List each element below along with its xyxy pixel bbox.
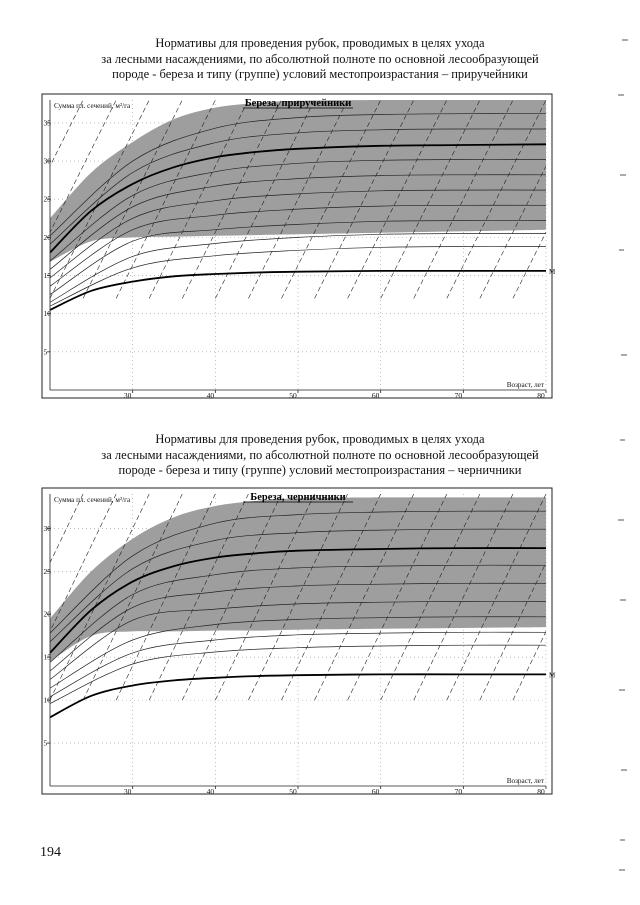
series-label: М xyxy=(549,267,556,276)
y-tick-label: 30 xyxy=(43,523,51,533)
x-tick-label: 40 xyxy=(206,787,215,796)
x-tick-label: 70 xyxy=(454,787,463,796)
x-tick-label: 30 xyxy=(123,391,132,400)
chart-title: Береза, черничники xyxy=(250,492,346,503)
chart-title: Береза, приручейники xyxy=(244,98,352,109)
heading-line: породе - береза и типу (группе) условий местопроизрастания – черничники xyxy=(118,463,522,477)
y-tick-label: 15 xyxy=(43,271,51,281)
x-tick-label: 60 xyxy=(371,787,380,796)
x-tick-label: 80 xyxy=(537,787,545,796)
heading-line: за лесными насаждениями, по абсолютной полноте по основной лесообразующей xyxy=(101,51,539,66)
y-tick-label: 20 xyxy=(43,232,51,242)
heading-line: породе - береза и типу (группе) условий местопроизрастания – приручейники xyxy=(112,67,528,81)
heading-line: за лесными насаждениями, по абсолютной полноте по основной лесообразующей xyxy=(101,447,539,462)
x-tick-label: 60 xyxy=(371,391,380,400)
series-label: М xyxy=(549,671,556,680)
x-tick-label: 50 xyxy=(289,787,297,796)
y-axis-label: Сумма пл. сечений, м²/га xyxy=(54,102,131,110)
x-tick-label: 50 xyxy=(289,391,297,400)
y-axis-label: Сумма пл. сечений, м²/га xyxy=(54,496,131,504)
y-tick-label: 5 xyxy=(43,738,48,748)
y-tick-label: 35 xyxy=(43,118,51,128)
y-tick-label: 10 xyxy=(43,695,51,705)
y-tick-label: 30 xyxy=(43,156,51,166)
x-axis-label: Возраст, лет xyxy=(506,777,544,785)
y-tick-label: 20 xyxy=(43,609,51,619)
heading-line: Нормативы для проведения рубок, проводимых в целях ухода xyxy=(155,36,485,50)
y-tick-label: 25 xyxy=(43,194,51,204)
page-number: 194 xyxy=(40,845,61,860)
x-tick-label: 70 xyxy=(454,391,463,400)
y-tick-label: 15 xyxy=(43,652,51,662)
x-tick-label: 80 xyxy=(537,391,545,400)
y-tick-label: 10 xyxy=(43,309,51,319)
y-tick-label: 25 xyxy=(43,566,51,576)
y-tick-label: 5 xyxy=(43,347,48,357)
x-tick-label: 30 xyxy=(123,787,132,796)
x-tick-label: 40 xyxy=(206,391,215,400)
x-axis-label: Возраст, лет xyxy=(506,381,544,389)
heading-line: Нормативы для проведения рубок, проводимых в целях ухода xyxy=(155,432,485,446)
